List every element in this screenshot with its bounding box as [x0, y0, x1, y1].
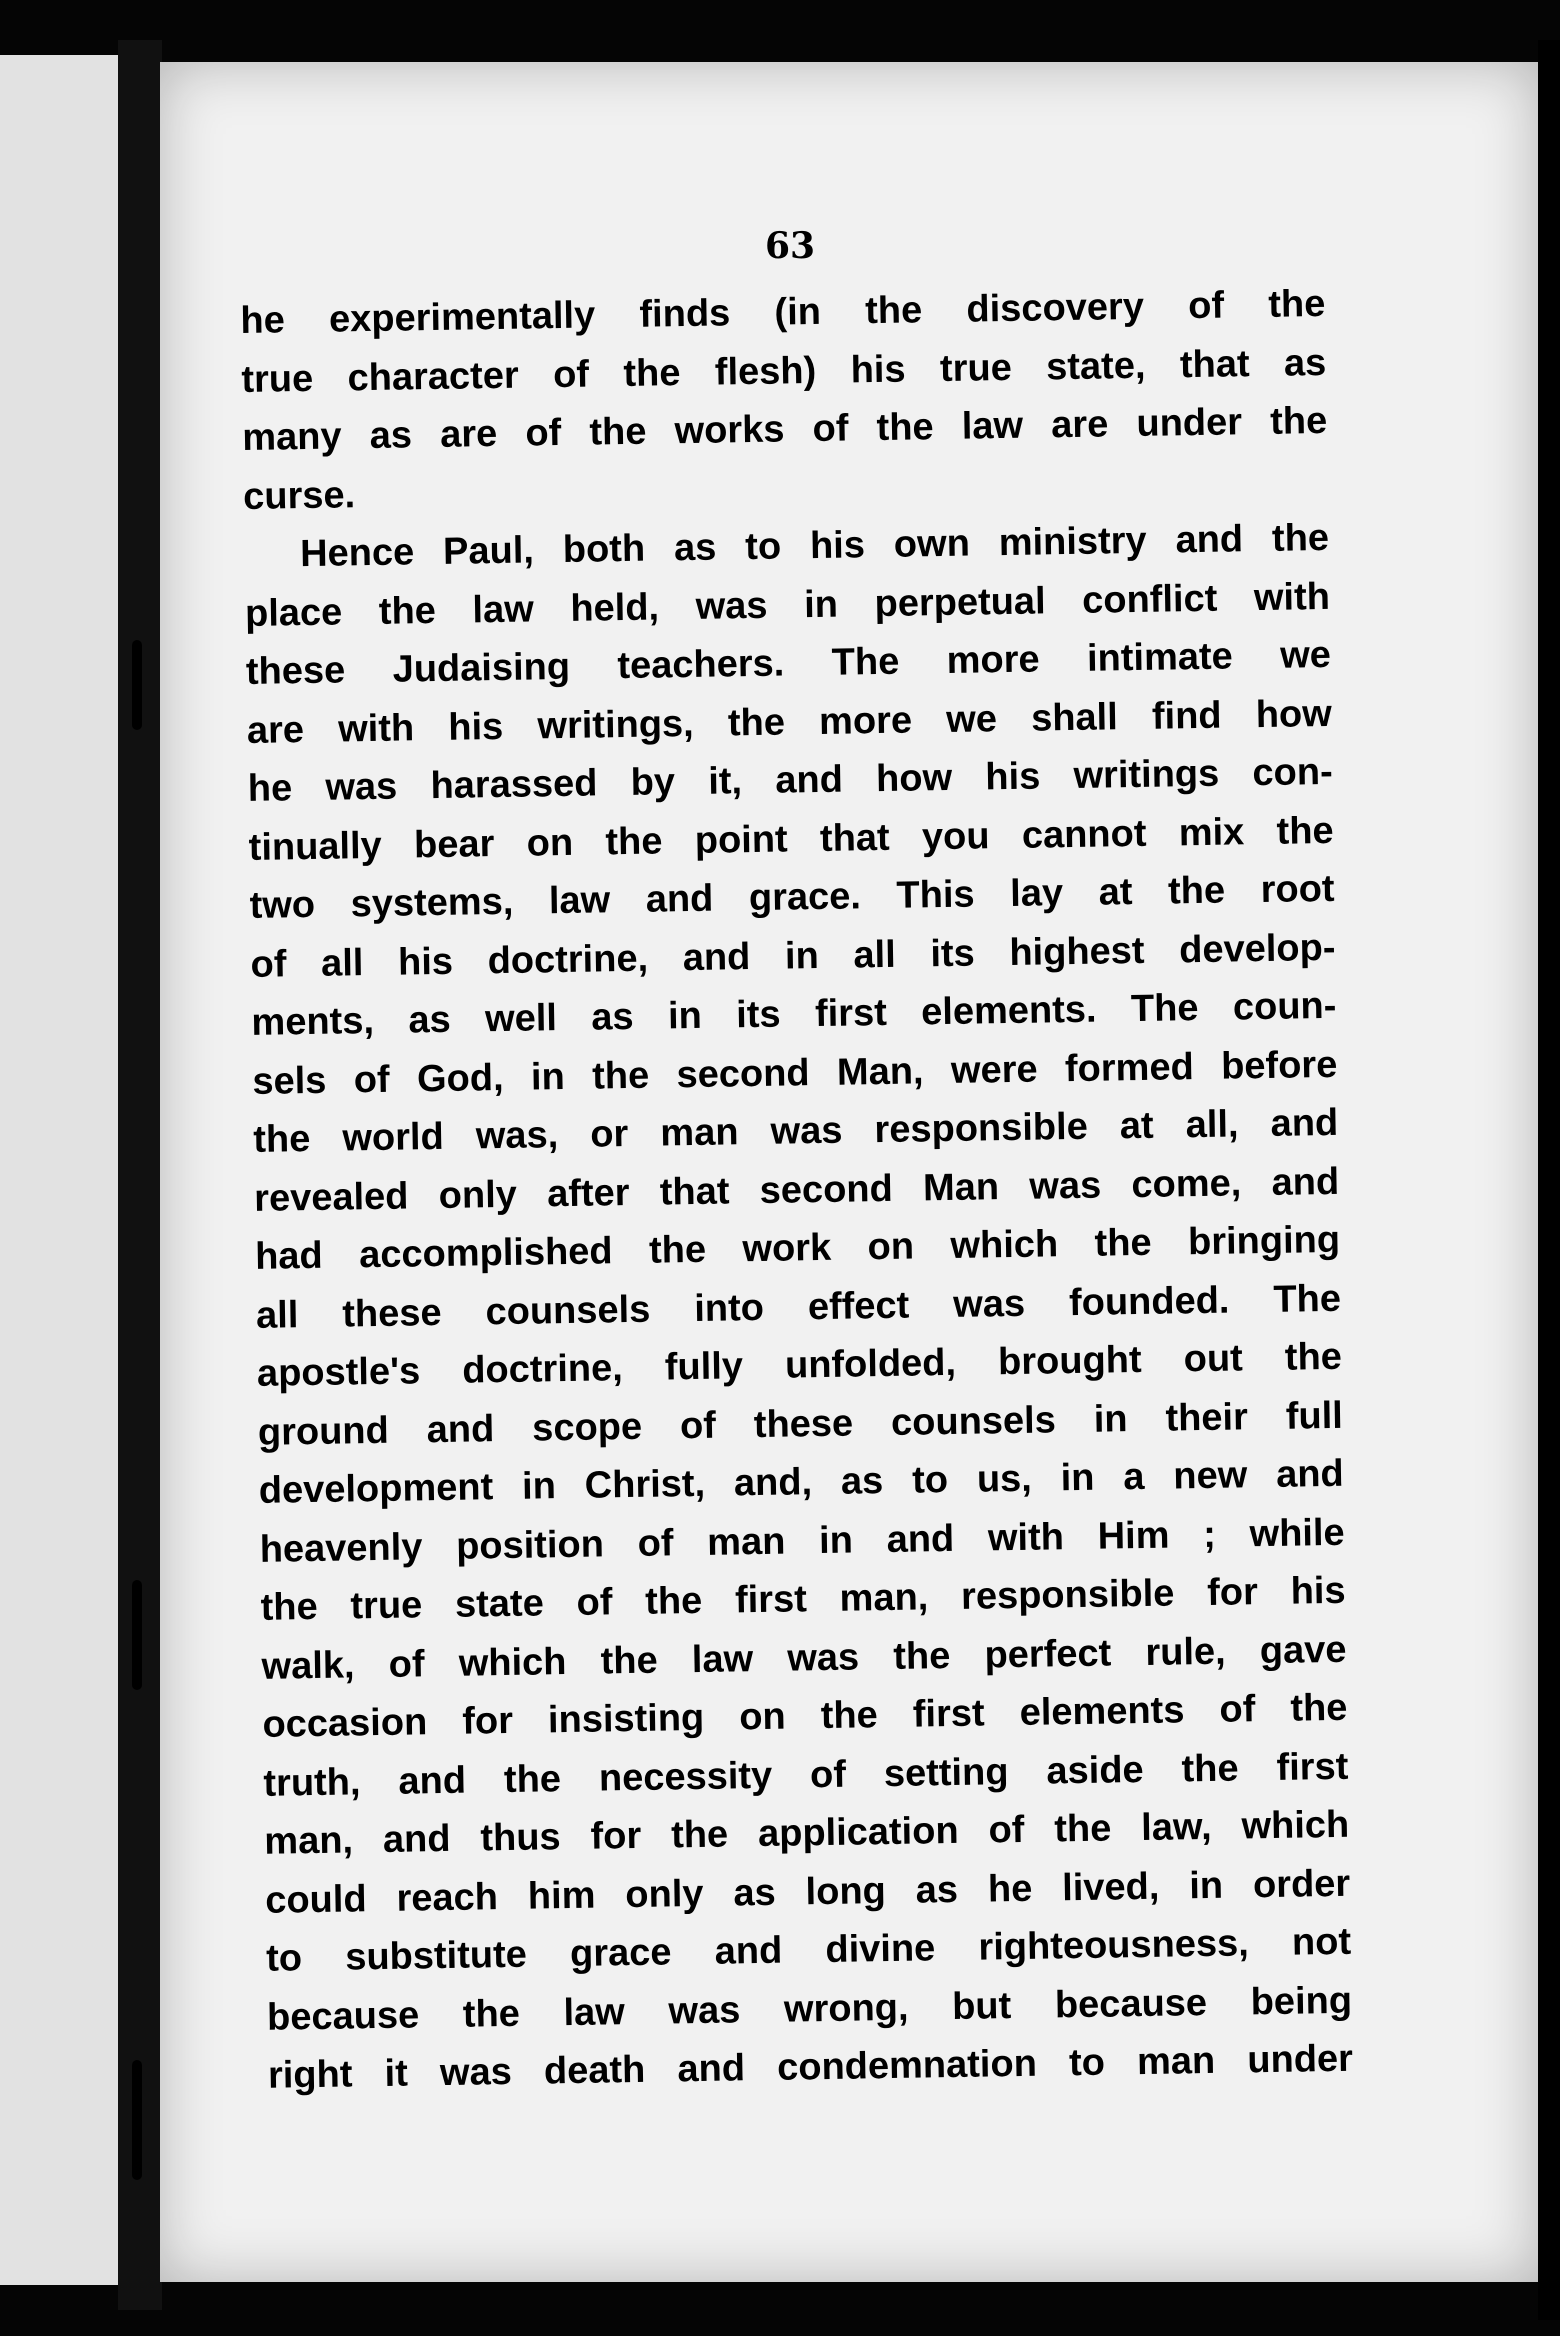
binding-stitch — [132, 2060, 142, 2180]
text-line: ground and scope of these counsels in their full — [257, 1394, 1344, 1454]
text-line: to substitute grace and divine righteousness, not — [265, 1920, 1352, 1980]
text-line: are with his writings, the more we shall find how — [246, 692, 1333, 752]
binding-stitch — [132, 1580, 142, 1690]
body-text — [240, 275, 1353, 2105]
page-number: 63 — [764, 225, 816, 267]
text-line: had accomplished the work on which the bringing — [254, 1218, 1341, 1278]
text-line: tinually bear on the point that you cannot mix the — [248, 809, 1334, 869]
text-line: Hence Paul, both as to his own ministry and the — [299, 516, 1330, 576]
text-line: occasion for insisting on the first elements of the — [262, 1686, 1348, 1746]
text-line: true character of the flesh) his true state, that as — [241, 341, 1327, 401]
text-line: place the law held, was in perpetual conflict with — [244, 575, 1331, 635]
binding-stitch — [132, 640, 142, 730]
text-line: heavenly position of man in and with Him ; while — [259, 1511, 1345, 1571]
text-line: could reach him only as long as he lived, in order — [264, 1862, 1351, 1922]
text-line: the world was, or man was responsible at all, and — [252, 1101, 1339, 1161]
book-gutter — [118, 40, 162, 2310]
text-line: he was harassed by it, and how his writings con- — [247, 750, 1334, 810]
text-line: two systems, law and grace. This lay at the root — [249, 867, 1335, 927]
left-page-edge — [0, 55, 118, 2285]
text-line: curse. — [242, 473, 356, 518]
text-line: all these counsels into effect was founded. The — [255, 1277, 1342, 1337]
text-line: right it was death and condemnation to man under — [267, 2037, 1354, 2097]
text-line: development in Christ, and, as to us, in a new and — [258, 1452, 1345, 1512]
text-line: truth, and the necessity of setting aside the first — [263, 1745, 1349, 1805]
text-line: the true state of the first man, responsible for his — [260, 1569, 1346, 1629]
text-line: these Judaising teachers. The more intimate we — [245, 633, 1332, 693]
text-line: he experimentally finds (in the discovery of the — [240, 282, 1326, 342]
scan-border-right — [1538, 40, 1560, 2320]
text-line: many as are of the works of the law are under the — [241, 399, 1328, 459]
text-line: man, and thus for the application of the law, which — [264, 1803, 1350, 1863]
text-line: sels of God, in the second Man, were formed before — [252, 1043, 1338, 1103]
text-line: ments, as well as in its first elements. The coun- — [251, 984, 1337, 1044]
text-line: apostle's doctrine, fully unfolded, brought out the — [256, 1335, 1343, 1395]
text-line: revealed only after that second Man was come, and — [253, 1160, 1340, 1220]
text-line: because the law was wrong, but because being — [266, 1979, 1353, 2039]
text-line: walk, of which the law was the perfect rule, gave — [261, 1628, 1347, 1688]
text-line: of all his doctrine, and in all its highest develop- — [250, 926, 1336, 986]
